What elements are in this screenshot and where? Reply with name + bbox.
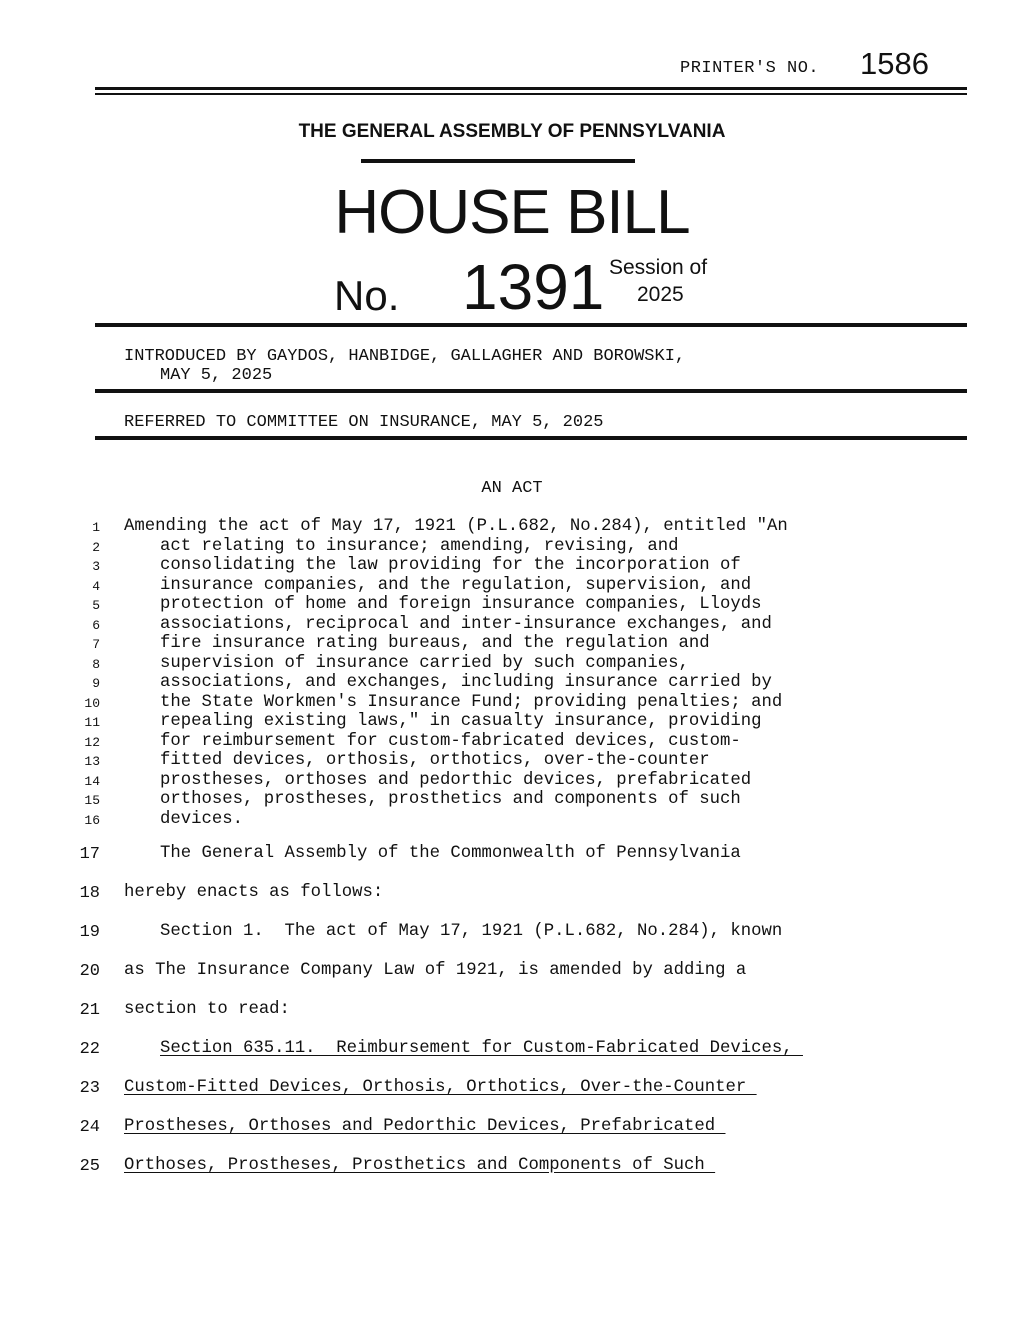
line-number: 7 xyxy=(92,637,100,652)
referred-line: REFERRED TO COMMITTEE ON INSURANCE, MAY 5, 2025 xyxy=(124,413,604,432)
title-line: supervision of insurance carried by such companies, xyxy=(160,654,689,673)
line-number: 9 xyxy=(92,676,100,691)
line-number: 24 xyxy=(79,1118,100,1137)
act-heading: AN ACT xyxy=(481,479,543,498)
title-line: the State Workmen's Insurance Fund; providing penalties; and xyxy=(160,693,783,712)
top-rule-thick xyxy=(95,87,967,90)
line-number: 20 xyxy=(79,962,100,981)
title-line: orthoses, prostheses, prosthetics and components of such xyxy=(160,790,741,809)
printers-number-label: PRINTER'S NO. xyxy=(680,59,820,78)
section-heading-line: Section 635.11. Reimbursement for Custom-Fabricated Devices, xyxy=(160,1039,803,1058)
body-line: Section 1. The act of May 17, 1921 (P.L.682, No.284), known xyxy=(160,922,783,941)
line-number: 18 xyxy=(79,884,100,903)
line-number: 21 xyxy=(79,1001,100,1020)
line-number: 3 xyxy=(92,559,100,574)
line-number: 23 xyxy=(79,1079,100,1098)
referred-rule xyxy=(95,436,967,440)
title-line: fire insurance rating bureaus, and the regulation and xyxy=(160,634,710,653)
line-number: 12 xyxy=(84,735,100,750)
title-line: act relating to insurance; amending, revising, and xyxy=(160,537,679,556)
line-number: 19 xyxy=(79,923,100,942)
line-number: 6 xyxy=(92,618,100,633)
bill-no-label: No. xyxy=(334,272,400,319)
introduced-date: MAY 5, 2025 xyxy=(160,366,273,385)
line-number: 25 xyxy=(79,1157,100,1176)
line-number: 14 xyxy=(84,774,100,789)
line-number: 15 xyxy=(84,793,100,808)
bill-number: 1391 xyxy=(462,251,605,323)
line-number: 1 xyxy=(92,520,100,535)
title-line: for reimbursement for custom-fabricated devices, custom- xyxy=(160,732,741,751)
assembly-title: THE GENERAL ASSEMBLY OF PENNSYLVANIA xyxy=(298,121,726,142)
line-number: 10 xyxy=(84,696,100,711)
title-line: consolidating the law providing for the incorporation of xyxy=(160,556,741,575)
top-rule-thin xyxy=(95,93,967,95)
title-line: insurance companies, and the regulation, supervision, and xyxy=(160,576,752,595)
line-number: 11 xyxy=(84,715,100,730)
section-heading-line: Prostheses, Orthoses and Pedorthic Devices, Prefabricated xyxy=(124,1117,726,1136)
printers-number: 1586 xyxy=(860,46,929,81)
body-line: as The Insurance Company Law of 1921, is amended by adding a xyxy=(124,961,747,980)
title-line: repealing existing laws," in casualty insurance, providing xyxy=(160,712,762,731)
title-line: associations, reciprocal and inter-insurance exchanges, and xyxy=(160,615,772,634)
header-rule xyxy=(95,323,967,327)
line-number: 8 xyxy=(92,657,100,672)
title-line: fitted devices, orthosis, orthotics, over-the-counter xyxy=(160,751,710,770)
line-number: 5 xyxy=(92,598,100,613)
title-line: prostheses, orthoses and pedorthic devices, prefabricated xyxy=(160,771,752,790)
line-number: 2 xyxy=(92,540,100,555)
line-number: 22 xyxy=(79,1040,100,1059)
title-line: protection of home and foreign insurance companies, Lloyds xyxy=(160,595,762,614)
assembly-divider xyxy=(361,159,635,163)
section-heading-line: Orthoses, Prostheses, Prosthetics and Components of Such xyxy=(124,1156,716,1175)
body-line: The General Assembly of the Commonwealth of Pennsylvania xyxy=(160,844,741,863)
line-number: 13 xyxy=(84,754,100,769)
session-year: 2025 xyxy=(637,283,684,306)
bill-type-title: HOUSE BILL xyxy=(334,178,690,247)
session-label: Session of xyxy=(609,256,708,279)
introduced-rule xyxy=(95,389,967,393)
title-line: Amending the act of May 17, 1921 (P.L.682, No.284), entitled "An xyxy=(124,517,788,536)
introduced-by-line: INTRODUCED BY GAYDOS, HANBIDGE, GALLAGHER AND BOROWSKI, xyxy=(124,347,686,366)
body-line: section to read: xyxy=(124,1000,290,1019)
body-line: hereby enacts as follows: xyxy=(124,883,384,902)
title-line: associations, and exchanges, including insurance carried by xyxy=(160,673,772,692)
line-number: 17 xyxy=(79,845,100,864)
title-line: devices. xyxy=(160,810,243,829)
line-number: 16 xyxy=(84,813,100,828)
section-heading-line: Custom-Fitted Devices, Orthosis, Orthotics, Over-the-Counter xyxy=(124,1078,757,1097)
line-number: 4 xyxy=(92,579,100,594)
